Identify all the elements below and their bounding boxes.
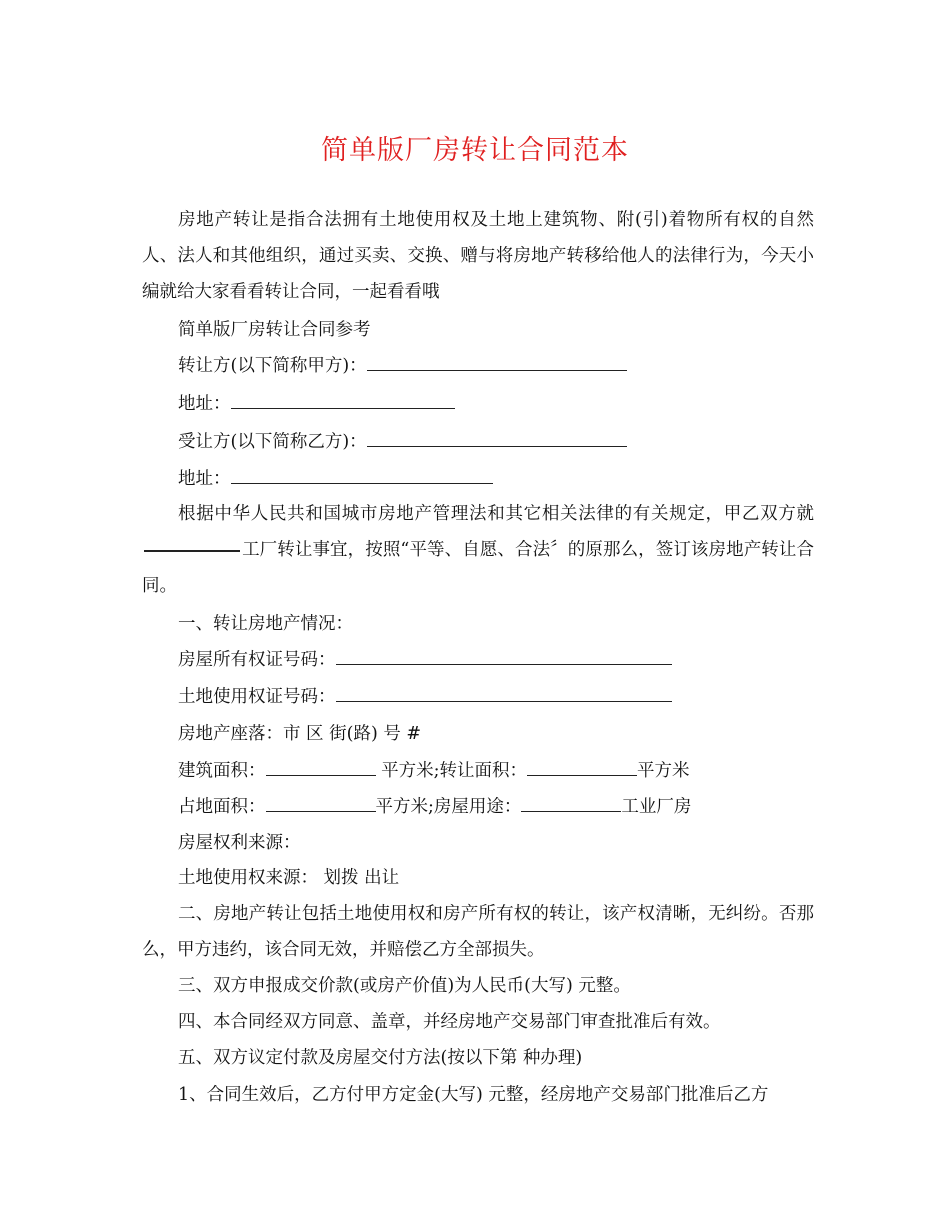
build-area-unit: 平方米;转让面积：: [375, 761, 527, 781]
location-line: 房地产座落：市 区 街(路) 号 #: [178, 724, 422, 744]
party-a-line: [178, 348, 818, 384]
item-1-line: 1、合同生效后，乙方付甲方定金(大写) 元整，经房地产交易部门批准后乙方: [178, 1085, 769, 1105]
land-area-label: 占地面积：: [178, 797, 266, 817]
party-b-blank: [367, 432, 627, 447]
land-cert-blank: [336, 687, 672, 702]
basis-text-1: 根据中华人民共和国城市房地产管理法和其它相关法律的有关规定，甲乙双方就: [178, 504, 814, 524]
house-source-line: 房屋权利来源：: [178, 833, 301, 853]
land-cert-line: [178, 679, 818, 715]
house-cert-blank: [336, 650, 672, 665]
party-b-line: [178, 424, 818, 460]
party-b-label: 受让方(以下简称乙方)：: [178, 432, 367, 452]
build-area-line: [178, 753, 818, 789]
transfer-area-blank: [527, 761, 637, 776]
section-5-line: 五、双方议定付款及房屋交付方法(按以下第 种办理): [178, 1048, 583, 1068]
basis-blank: [144, 550, 240, 552]
land-cert-label: 土地使用权证号码：: [178, 687, 336, 707]
party-a-label: 转让方(以下简称甲方)：: [178, 356, 367, 376]
party-b-address-blank: [231, 469, 493, 484]
usage-blank: [521, 797, 621, 812]
land-area-line: [178, 789, 818, 825]
reference-title: 简单版厂房转让合同参考: [178, 320, 371, 340]
section-1-heading: 一、转让房地产情况：: [178, 614, 353, 634]
basis-text-2: 工厂转让事宜，按照“平等、自愿、合法〞的原那么，签订该房地产转让合同。: [142, 540, 814, 596]
usage-value: 工业厂房: [621, 797, 692, 817]
transfer-area-unit: 平方米: [636, 761, 690, 781]
party-a-address-blank: [231, 394, 455, 409]
land-area-unit: 平方米;房屋用途：: [375, 797, 522, 817]
party-a-blank: [367, 356, 627, 371]
section-4-line: 四、本合同经双方同意、盖章，并经房地产交易部门审查批准后有效。: [178, 1012, 721, 1032]
party-a-address-label: 地址：: [178, 394, 231, 414]
section-2-paragraph: 二、房地产转让包括土地使用权和房产所有权的转让，该产权清晰，无纠纷。否那么，甲方违约，该合同无效，并赔偿乙方全部损失。: [142, 904, 814, 960]
build-area-blank: [266, 761, 376, 776]
party-a-address-line: [178, 386, 818, 422]
party-b-address-line: [178, 461, 818, 497]
party-b-address-label: 地址：: [178, 469, 231, 489]
land-area-blank: [266, 797, 376, 812]
land-source-line: 土地使用权来源： 划拨 出让: [178, 868, 400, 888]
build-area-label: 建筑面积：: [178, 761, 266, 781]
intro-paragraph: 房地产转让是指合法拥有土地使用权及土地上建筑物、附(引)着物所有权的自然人、法人和其他组织，通过买卖、交换、赠与将房地产转移给他人的法律行为，今天小编就给大家看看转让合同，一起看看哦: [142, 210, 814, 302]
house-cert-label: 房屋所有权证号码：: [178, 650, 336, 670]
house-cert-line: [178, 642, 818, 678]
section-3-line: 三、双方申报成交价款(或房产价值)为人民币(大写) 元整。: [178, 976, 631, 996]
document-title: 简单版厂房转让合同范本: [321, 135, 629, 166]
basis-paragraph: [142, 496, 814, 604]
